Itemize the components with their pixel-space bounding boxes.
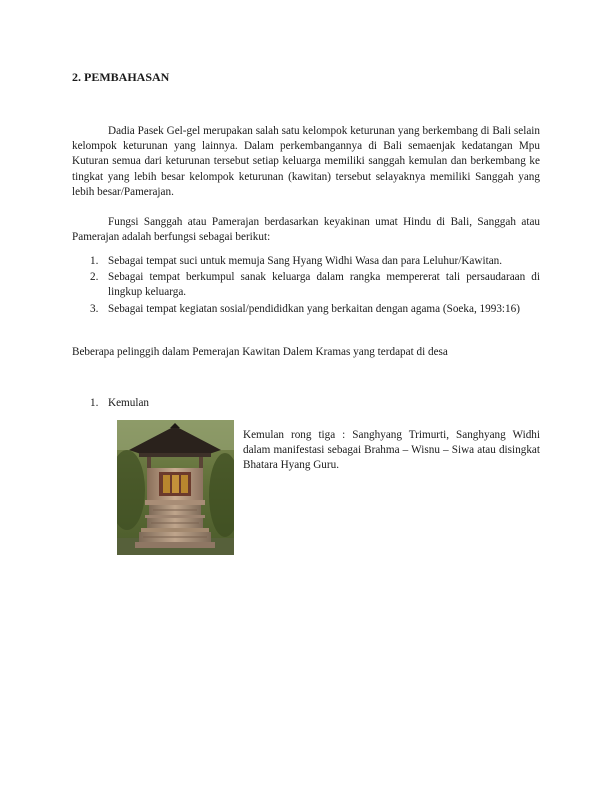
list-number: 3. xyxy=(90,302,99,315)
kemulan-shrine-illustration xyxy=(117,420,234,555)
pelinggih-intro: Beberapa pelinggih dalam Pemerajan Kawitan Dalem Kramas yang terdapat di desa xyxy=(72,346,448,358)
pelinggih-number: 1. xyxy=(90,397,99,409)
list-text: Sebagai tempat suci untuk memuja Sang Hyang Widhi Wasa dan para Leluhur/Kawitan. xyxy=(108,255,503,267)
section-heading: 2. PEMBAHASAN xyxy=(72,70,170,84)
kemulan-shrine-photo xyxy=(117,420,234,555)
kemulan-caption: Kemulan rong tiga : Sanghyang Trimurti, Sanghyang Widhi dalam manifestasi sebagai Brahma – Wisnu – Siwa atau disingkat Bhatara Hyang Guru. xyxy=(243,429,540,472)
list-number: 2. xyxy=(90,271,99,284)
list-item xyxy=(90,254,540,269)
functions-list xyxy=(90,254,540,317)
paragraph-functions: Fungsi Sanggah atau Pamerajan berdasarkan keyakinan umat Hindu di Bali, Sanggah atau Pamerajan adalah berfungsi sebagai berikut: xyxy=(72,216,540,244)
list-text: Sebagai tempat berkumpul sanak keluarga dalam rangka mempererat tali persaudaraan di lingkup keluarga. xyxy=(108,271,540,299)
list-item xyxy=(90,270,540,300)
list-item xyxy=(90,302,540,317)
list-text: Sebagai tempat kegiatan sosial/pendididkan yang berkaitan dengan agama (Soeka, 1993:16) xyxy=(108,302,520,315)
paragraph-intro: Dadia Pasek Gel-gel merupakan salah satu kelompok keturunan yang berkembang di Bali selain kelompok keturunan yang lainnya. Dalam perkembangannya di Bali semaenjak kedatangan Mpu Kuturan semua dari keturunan tersebut setiap keluarga memiliki sanggah kemulan dan berkembang ke tingkat yang lebih besar kelompok keturunan (kawitan) tersebut selayaknya memiliki Sanggah yang lebih besar/Pamerajan. xyxy=(72,125,540,198)
list-number: 1. xyxy=(90,255,99,267)
pelinggih-label: Kemulan xyxy=(108,397,150,409)
